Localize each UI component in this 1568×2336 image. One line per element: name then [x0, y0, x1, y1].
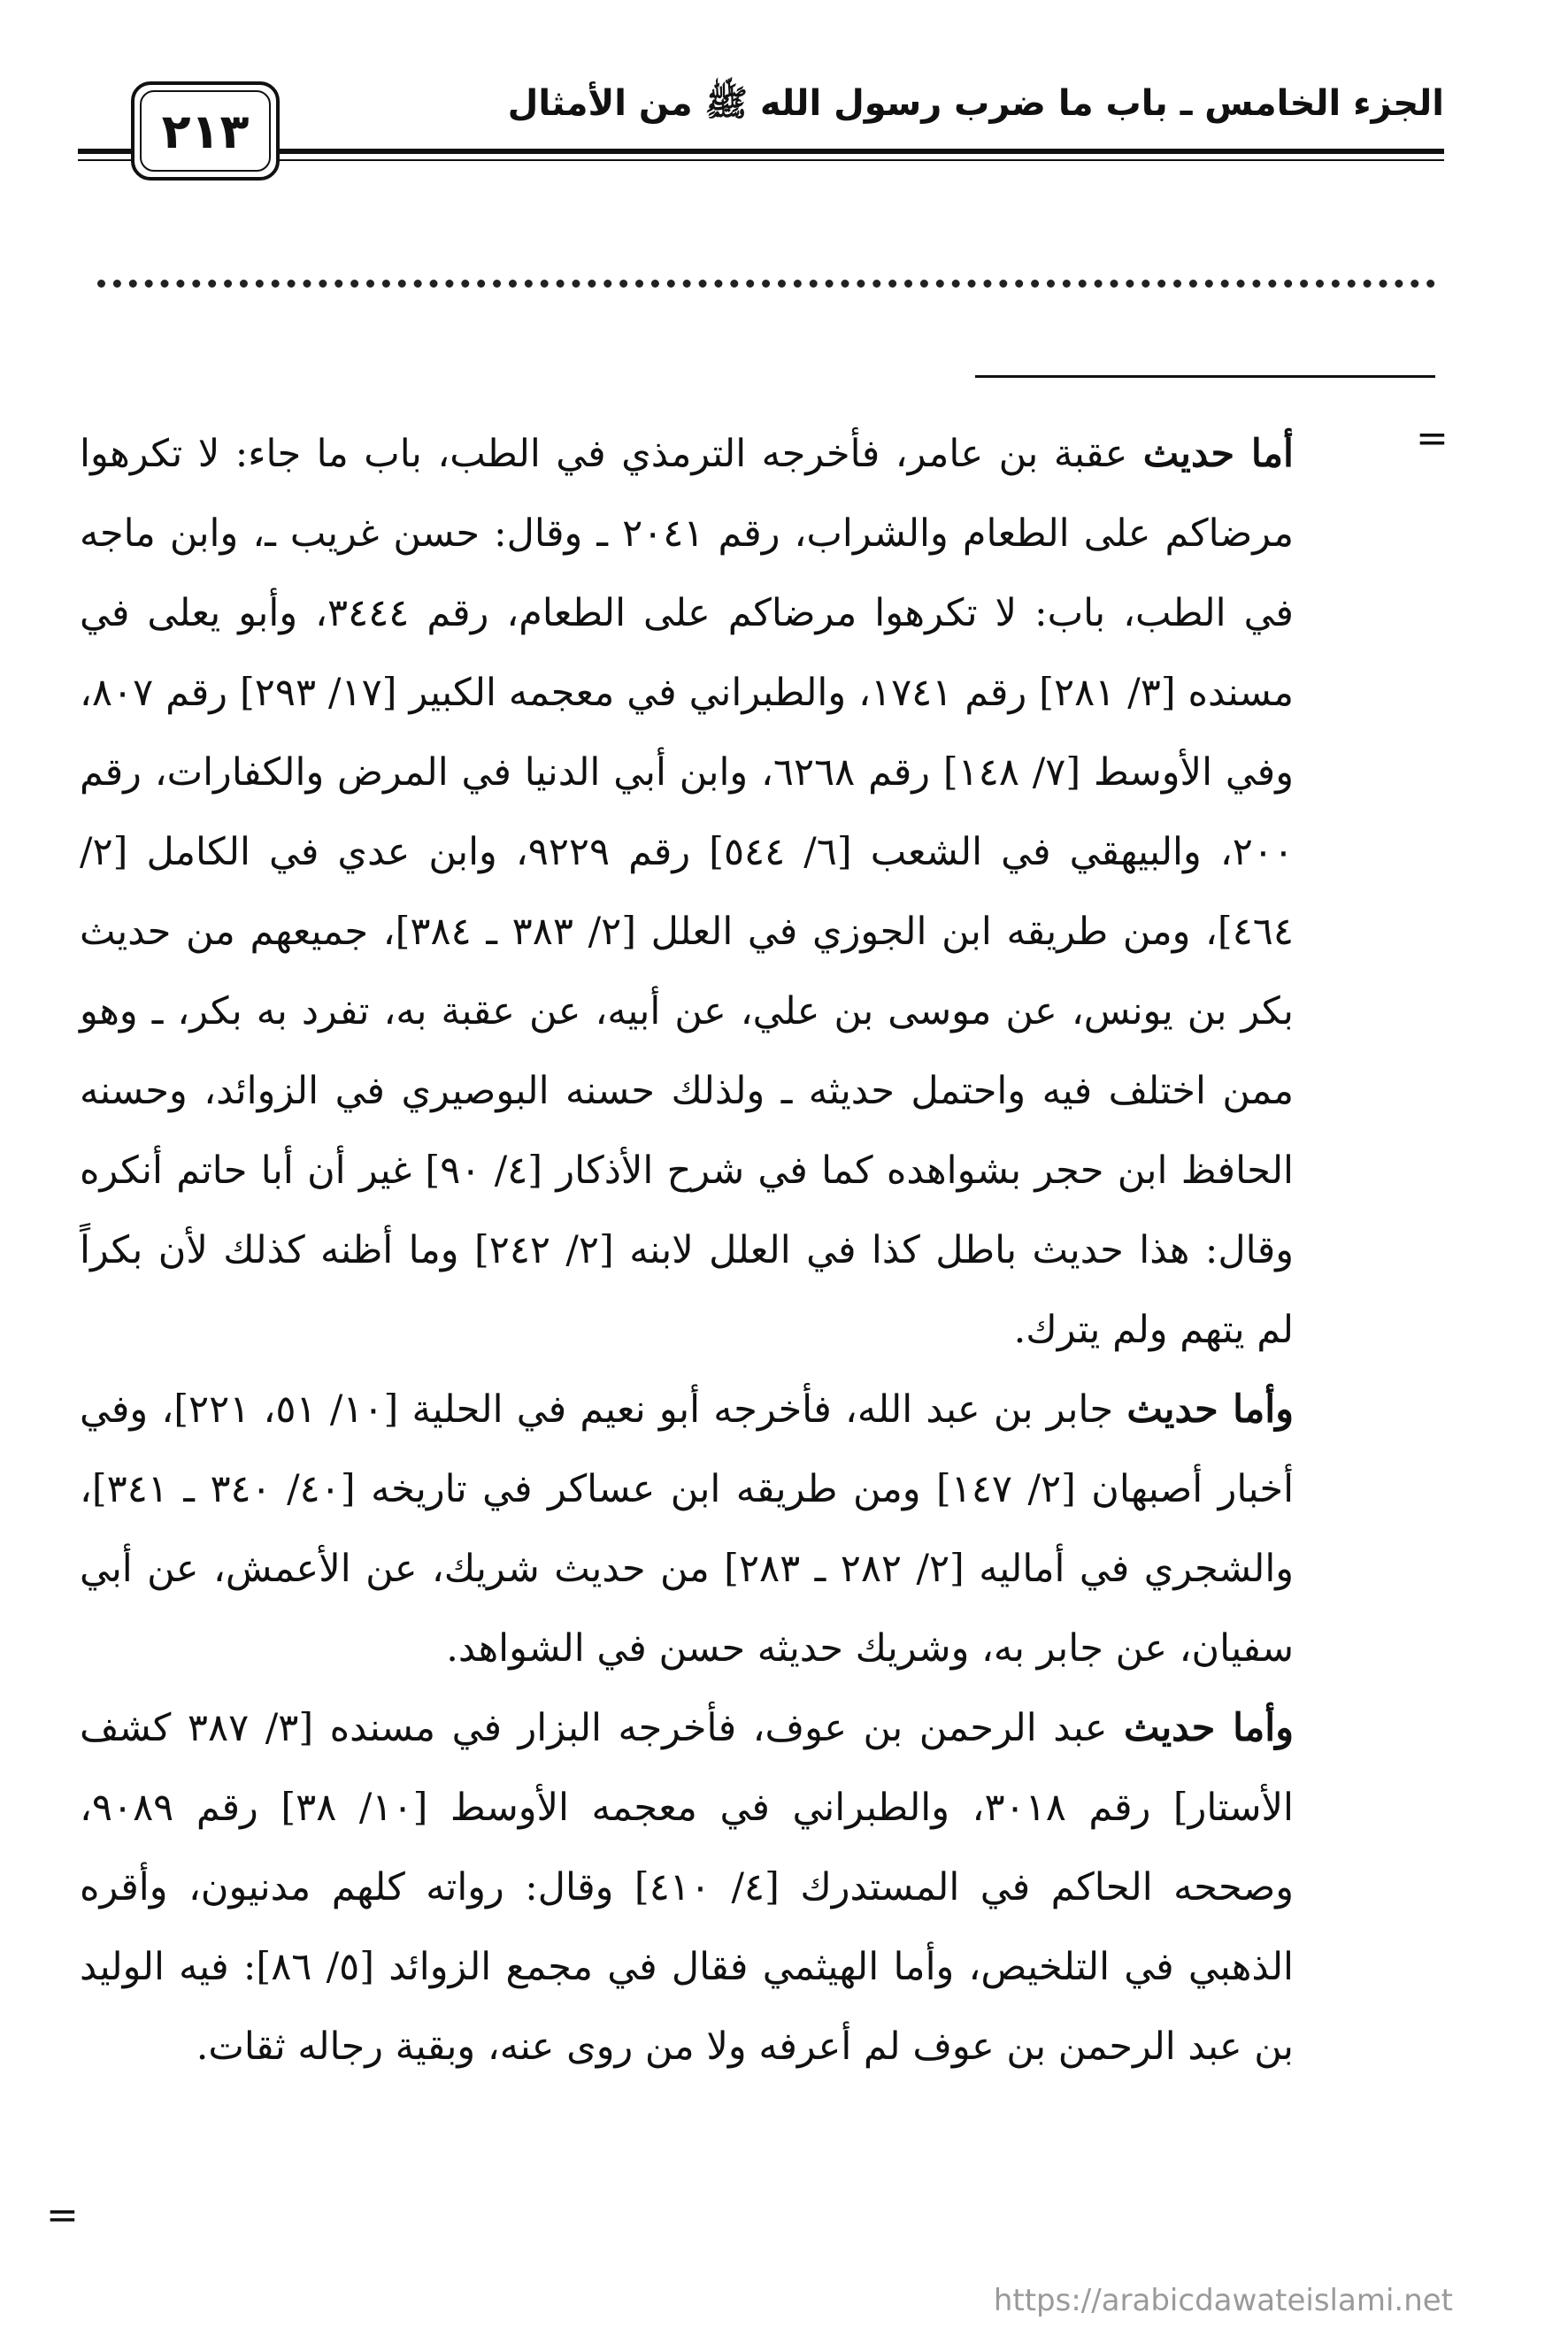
header-rule-thick [78, 149, 1444, 154]
watermark-url: https://arabicdawateislami.net [993, 2283, 1453, 2318]
paragraph-text: عقبة بن عامر، فأخرجه الترمذي في الطب، باب ما جاء: لا تكرهوا مرضاكم على الطعام والشراب، رقم ٢٠٤١ ـ وقال: حسن غريب ـ، وابن ماجه في الطب، باب: لا تكرهوا مرضاكم على الطعام، رقم ٣٤٤٤، وأبو يعلى في مسنده [٣/ ٢٨١] رقم ١٧٤١، والطبراني في معجمه الكبير [١٧/ ٢٩٣] رقم ٨٠٧، وفي الأوسط [٧/ ١٤٨] رقم ٦٢٦٨، وابن أبي الدنيا في المرض والكفارات، رقم ٢٠٠، والبيهقي في الشعب [٦/ ٥٤٤] رقم ٩٢٢٩، وابن عدي في الكامل [٢/ ٤٦٤]، ومن طريقه ابن الجوزي في العلل [٢/ ٣٨٣ ـ ٣٨٤]، جميعهم من حديث بكر بن يونس، عن موسى بن علي، عن أبيه، عن عقبة به، تفرد به بكر، ـ وهو ممن اختلف فيه واحتمل حديثه ـ ولذلك حسنه البوصيري في الزوائد، وحسنه الحافظ ابن حجر بشواهده كما في شرح الأذكار [٤/ ٩٠] غير أن أبا حاتم أنكره وقال: هذا حديث باطل كذا في العلل لابنه [٢/ ٢٤٢] وما أظنه كذلك لأن بكراً لم يتهم ولم يترك. [80, 432, 1295, 1352]
paragraph-abdulrahman [80, 1688, 1294, 2086]
continuation-mark-top: = [1416, 416, 1449, 461]
continuation-mark-bottom: = [46, 2193, 79, 2238]
dotted-separator [97, 262, 1435, 288]
running-header-title: الجزء الخامس ـ باب ما ضرب رسول الله ﷺ من الأمثال [507, 83, 1444, 124]
page-number-frame [131, 81, 280, 181]
footnote-rule [975, 375, 1435, 378]
paragraph-lead: أما حديث [1142, 432, 1294, 476]
paragraph-text: جابر بن عبد الله، فأخرجه أبو نعيم في الحلية [١٠/ ٥١، ٢٢١]، وفي أخبار أصبهان [٢/ ١٤٧] ومن طريقه ابن عساكر في تاريخه [٤٠/ ٣٤٠ ـ ٣٤١]، والشجري في أماليه [٢/ ٢٨٢ ـ ٢٨٣] من حديث شريك، عن الأعمش، عن أبي سفيان، عن جابر به، وشريك حديثه حسن في الشواهد. [80, 1387, 1295, 1671]
paragraph-text: عبد الرحمن بن عوف، فأخرجه البزار في مسنده [٣/ ٣٨٧ كشف الأستار] رقم ٣٠١٨، والطبراني في معجمه الأوسط [١٠/ ٣٨] رقم ٩٠٨٩، وصححه الحاكم في المستدرك [٤/ ٤١٠] وقال: رواته كلهم مدنيون، وأقره الذهبي في التلخيص، وأما الهيثمي فقال في مجمع الزوائد [٥/ ٨٦]: فيه الوليد بن عبد الرحمن بن عوف لم أعرفه ولا من روى عنه، وبقية رجاله ثقات. [80, 1706, 1295, 2069]
page-number: ٢١٣ [140, 90, 271, 172]
header-rule-thin [78, 159, 1444, 161]
paragraph-jabir [80, 1370, 1294, 1688]
paragraph-uqba [80, 414, 1294, 1370]
paragraph-lead: وأما حديث [1123, 1706, 1295, 1750]
paragraph-lead: وأما حديث [1126, 1387, 1295, 1432]
footnote-body [80, 414, 1294, 2086]
